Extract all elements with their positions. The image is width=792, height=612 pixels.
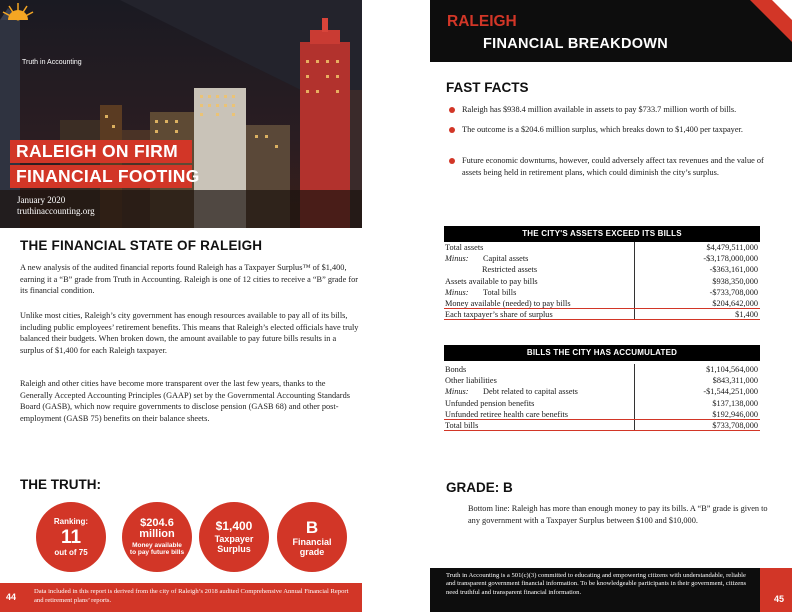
title-line-1: RALEIGH ON FIRM — [10, 140, 192, 163]
row-value: $1,104,564,000 — [706, 365, 758, 374]
left-page — [0, 0, 362, 612]
assets-table — [444, 226, 760, 320]
row-label: Total assets — [445, 243, 484, 252]
minus-label: Minus: — [445, 287, 469, 297]
money-unit: million — [139, 527, 175, 540]
table-row — [444, 298, 760, 309]
row-label: Restricted assets — [482, 265, 538, 275]
row-value: $1,400 — [735, 310, 758, 320]
bills-table — [444, 345, 760, 431]
table-row — [444, 375, 760, 386]
hero-image — [0, 0, 362, 228]
left-footer — [0, 583, 362, 612]
table-row-total — [444, 309, 760, 320]
assets-table-body — [444, 242, 760, 320]
money-available-circle — [122, 502, 192, 572]
table-row — [444, 287, 760, 298]
table-row — [444, 264, 760, 275]
minus-label: Minus: — [445, 387, 469, 397]
row-label-group — [445, 386, 578, 397]
bullet-icon — [449, 158, 455, 164]
page-number: 44 — [6, 592, 17, 602]
ranking-label: Ranking: — [53, 516, 89, 526]
grade-heading: GRADE: B — [446, 480, 513, 495]
money-value: $204.6 — [140, 516, 174, 529]
city-name: RALEIGH — [447, 13, 517, 30]
table-row — [444, 398, 760, 409]
paragraph: A new analysis of the audited financial reports found Raleigh has a Taxpayer Surplus™ of $1,400, earning it a “B” grade from Truth in Accounting. Raleigh is one of 12 cities to receive a “B” grade for its financial condition. — [20, 263, 358, 296]
report-title — [10, 140, 200, 190]
title-line-2: FINANCIAL FOOTING — [10, 165, 192, 188]
bullet-icon — [449, 127, 455, 133]
row-label: Total bills — [483, 287, 517, 297]
table-row — [444, 242, 760, 253]
row-label: Unfunded retiree health care benefits — [445, 409, 569, 419]
page-number: 45 — [773, 594, 784, 604]
money-caption: Money available to pay future bills — [129, 541, 185, 556]
row-value: $843,311,000 — [712, 376, 758, 386]
fact-text: The outcome is a $204.6 million surplus, which breaks down to $1,400 per taxpayer. — [462, 125, 743, 134]
fact-item — [446, 104, 776, 116]
row-value: -$3,178,000,000 — [703, 254, 758, 264]
row-value: -$1,544,251,000 — [703, 387, 758, 397]
row-value: $733,708,000 — [712, 420, 758, 430]
bullet-icon — [449, 107, 455, 113]
organization-footnote: Truth in Accounting is a 501(c)(3) committed to educating and empowering citizens with understandable, reliable and transparent government financial information. To be knowledgeable participants in their government, citizens need truthful and transparent financial information. — [446, 572, 747, 596]
fact-text: Raleigh has $938.4 million available in assets to pay $733.7 million worth of bills. — [462, 105, 737, 114]
grade-description: Bottom line: Raleigh has more than enough money to pay its bills. A “B” grade is given to any government with a Taxpayer Surplus between $100 and $10,000. — [468, 504, 768, 525]
row-label: Money available (needed) to pay bills — [445, 298, 571, 308]
grade-value: B — [305, 518, 319, 537]
financial-state-heading: THE FINANCIAL STATE OF RALEIGH — [20, 238, 263, 253]
financial-grade-circle — [277, 502, 347, 572]
minus-label: Minus: — [445, 254, 469, 264]
fact-text: Future economic downturns, however, could adversely affect tax revenues and the value of assets being held in retirement plans, which could diminish the city’s surplus. — [462, 156, 764, 177]
fast-facts-heading: FAST FACTS — [446, 80, 529, 95]
row-value: $137,138,000 — [712, 398, 758, 408]
paragraph: Raleigh and other cities have become more transparent over the last few years, thanks to the Generally Accepted Accounting Principles (GAAP) set by the Governmental Accounting Standards Board (GASB), which now require governments to disclose pension (GASB 68) and other post-employment (GASB 75) benefits on their balance sheets. — [20, 379, 350, 423]
table-row — [444, 409, 760, 420]
row-label: Debt related to capital assets — [483, 387, 578, 397]
row-value: $938,350,000 — [712, 276, 758, 286]
assets-table-header: THE CITY'S ASSETS EXCEED ITS BILLS — [444, 226, 760, 242]
row-label: Bonds — [445, 365, 467, 374]
footer-accent — [760, 568, 792, 612]
ranking-total: out of 75 — [54, 547, 88, 557]
source-footnote: Data included in this report is derived from the city of Raleigh’s 2018 audited Comprehensive Annual Financial Report and retirement plans’ reports. — [34, 588, 349, 604]
breakdown-title: FINANCIAL BREAKDOWN — [483, 36, 669, 52]
table-row — [444, 386, 760, 397]
surplus-caption: Taxpayer Surplus — [214, 534, 254, 554]
row-value: -$733,708,000 — [709, 287, 758, 297]
row-label: Assets available to pay bills — [445, 276, 538, 286]
right-footer — [430, 568, 792, 612]
bills-table-body — [444, 364, 760, 431]
table-row-total — [444, 420, 760, 431]
table-row — [444, 364, 760, 375]
row-label: Total bills — [445, 420, 479, 430]
row-label-group — [445, 253, 528, 264]
table-row — [444, 253, 760, 264]
truth-heading: THE TRUTH: — [20, 477, 101, 492]
sun-logo-icon — [0, 0, 70, 36]
row-label: Unfunded pension benefits — [445, 398, 535, 408]
report-date: January 2020 — [17, 195, 66, 205]
row-value: $192,946,000 — [712, 409, 758, 419]
ranking-value: 11 — [60, 526, 82, 548]
fact-item — [446, 155, 776, 179]
table-row — [444, 276, 760, 287]
row-label-group — [445, 287, 516, 298]
logo-text: Truth in Accounting — [22, 59, 82, 66]
row-label: Capital assets — [483, 254, 529, 264]
right-header — [430, 0, 792, 62]
surplus-value: $1,400 — [215, 519, 253, 533]
right-page — [430, 0, 792, 612]
row-value: -$363,161,000 — [709, 265, 758, 275]
paragraph: Unlike most cities, Raleigh’s city government has enough resources available to pay all of its bills, including public employees’ retirement benefits. This means that Raleigh’s elected officials have truly balanced their budgets. When broken down, the amount available to pay future bills results in a surplus of $1,400 for each Raleigh taxpayer. — [20, 311, 359, 355]
taxpayer-surplus-circle — [199, 502, 269, 572]
row-value: $4,479,511,000 — [706, 243, 758, 252]
corner-accent-inner — [772, 0, 792, 20]
grade-caption: Financial grade — [292, 537, 332, 557]
row-value: $204,642,000 — [712, 298, 758, 308]
fact-item — [446, 124, 776, 136]
row-label: Other liabilities — [445, 376, 497, 386]
bills-table-header: BILLS THE CITY HAS ACCUMULATED — [444, 345, 760, 361]
website-url[interactable]: truthinaccounting.org — [17, 206, 95, 216]
ranking-circle — [36, 502, 106, 572]
row-label: Each taxpayer’s share of surplus — [445, 310, 553, 320]
